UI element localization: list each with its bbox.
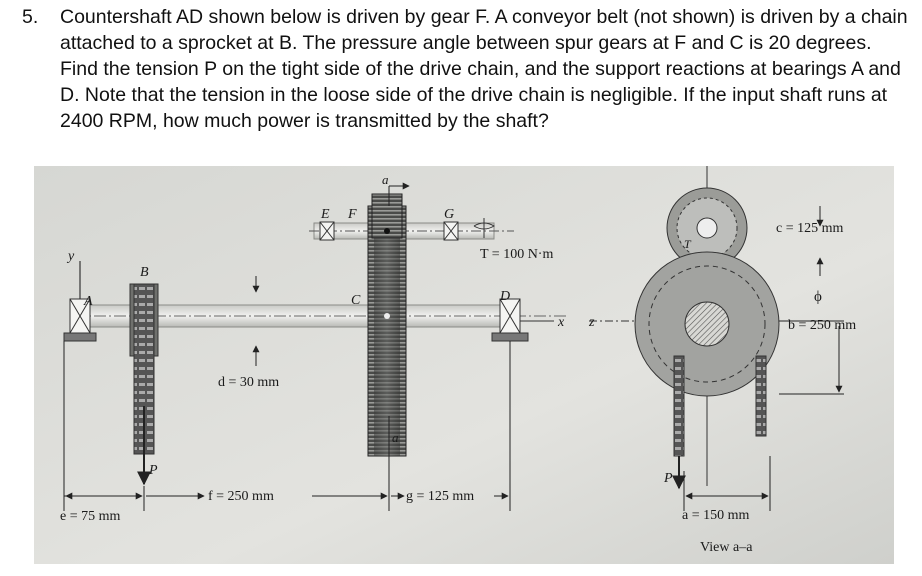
gear-c [368, 206, 406, 456]
label-y: y [68, 249, 75, 264]
chain-strand-left [674, 356, 684, 456]
label-b-dim: b = 250 mm [788, 318, 857, 333]
label-d-dim: d = 30 mm [218, 375, 280, 390]
label-p-right: P [664, 471, 673, 486]
label-t-small: T [684, 237, 691, 251]
label-p-left: P [149, 463, 158, 478]
label-x: x [558, 315, 565, 330]
label-view: View a–a [700, 540, 753, 555]
label-c-dim: c = 125 mm [776, 221, 844, 236]
label-a-bottom: a [392, 430, 399, 445]
label-phi: ϕ [814, 289, 822, 305]
problem-number: 5. [22, 6, 39, 28]
label-g: G [444, 207, 455, 222]
label-c: C [351, 293, 361, 308]
label-z: z [589, 315, 595, 330]
label-a-top: a [382, 172, 389, 187]
label-d: D [500, 289, 511, 304]
problem-text: Countershaft AD shown below is driven by gear F. A conveyor belt (not shown) is driven by a chain attached to a sprocket at B. The pressure angle between spur gears at F and C is 20 degrees. Find the tension P on the tight side of the drive chain, and the support reactions at bearings A and D. Note that the tension in the loose side of the drive chain is negligible. If the input shaft runs at 2400 RPM, how much power is transmitted by the shaft? [60, 6, 908, 132]
chain-strand-right [756, 356, 766, 436]
label-g-dim: g = 125 mm [406, 489, 475, 504]
label-a: A [84, 294, 93, 309]
label-f-dim: f = 250 mm [208, 489, 274, 504]
label-a-dim: a = 150 mm [682, 508, 750, 523]
label-e: E [321, 207, 330, 222]
label-e-dim: e = 75 mm [60, 509, 121, 524]
shaft-diagram-photo [34, 166, 894, 564]
gear-f [372, 194, 402, 238]
label-f: F [348, 207, 357, 222]
shaft-section [685, 302, 729, 346]
label-torque: T = 100 N·m [480, 247, 554, 262]
label-b: B [140, 265, 149, 280]
